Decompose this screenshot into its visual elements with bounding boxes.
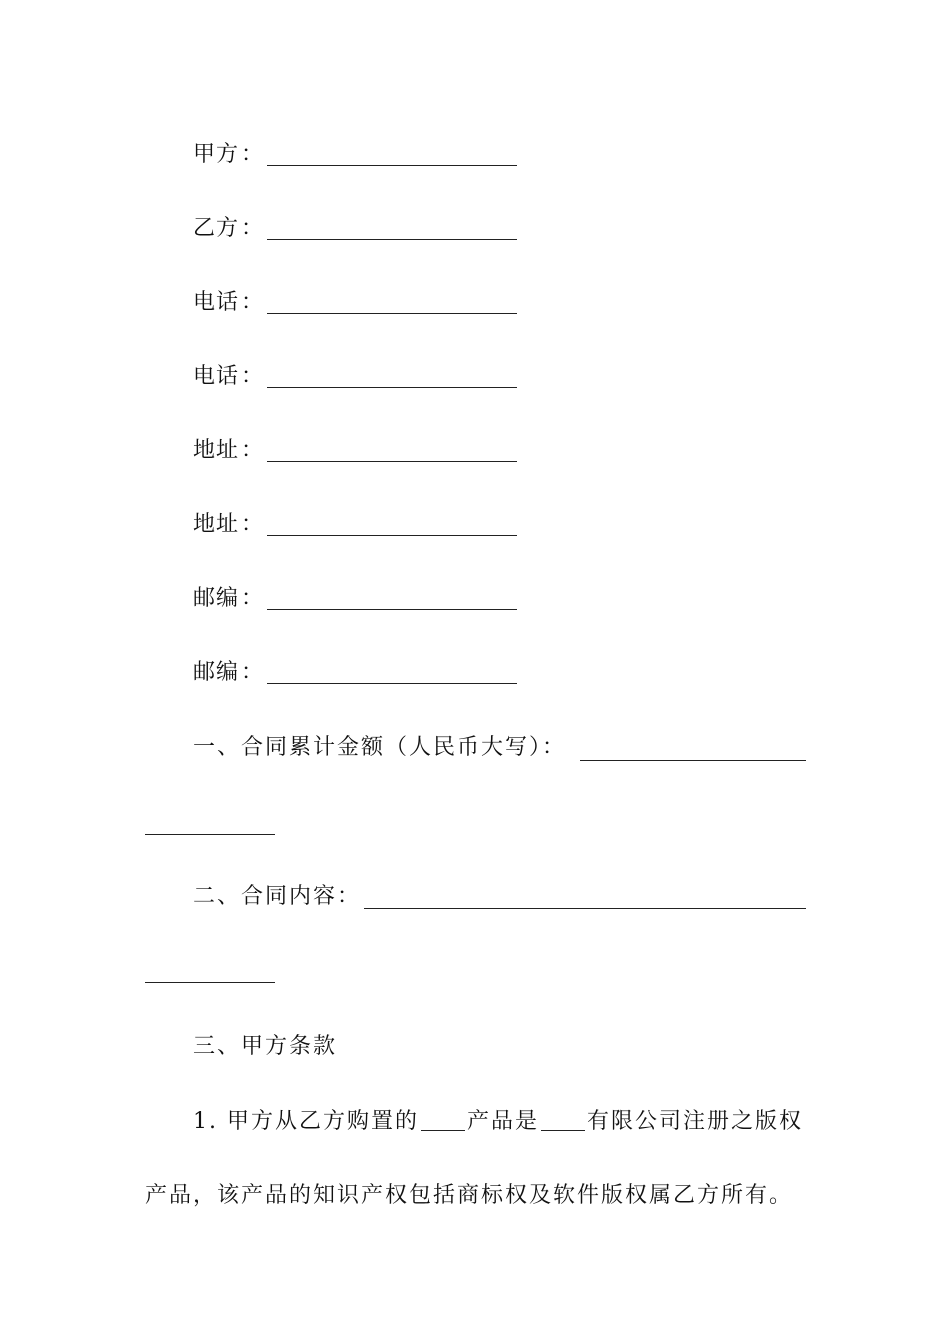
clause-1-line-1 — [193, 1107, 803, 1137]
section-contract-content-label: 二、合同内容： — [193, 884, 362, 909]
field-colon: ： — [241, 586, 264, 611]
field-party-b — [193, 210, 517, 244]
field-phone-a — [193, 284, 517, 318]
field-label: 甲方 — [193, 142, 240, 167]
field-label: 邮编 — [193, 586, 240, 611]
clause-1-text-part: 有限公司注册之版权 — [587, 1109, 804, 1134]
fill-in-blank[interactable] — [267, 387, 517, 388]
field-label: 地址 — [193, 438, 240, 463]
contract-content-blank-continued[interactable] — [145, 982, 275, 983]
field-party-a — [193, 136, 517, 170]
clause-1-text-part: 产品是 — [466, 1109, 539, 1134]
field-colon: ： — [241, 216, 264, 241]
field-address-a — [193, 432, 517, 466]
contract-amount-blank-continued[interactable] — [145, 834, 275, 835]
field-colon: ： — [241, 660, 264, 685]
field-colon: ： — [241, 438, 264, 463]
field-address-b — [193, 506, 517, 540]
field-colon: ： — [241, 290, 264, 315]
fill-in-blank[interactable] — [267, 313, 517, 314]
field-postcode-b — [193, 654, 517, 688]
field-label: 邮编 — [193, 660, 240, 685]
field-label: 乙方 — [193, 216, 240, 241]
contract-amount-blank[interactable] — [580, 760, 806, 761]
field-postcode-a — [193, 580, 517, 614]
field-label: 电话 — [193, 290, 240, 315]
clause-1-text-part: 1. 甲方从乙方购置的 — [193, 1109, 419, 1134]
clause-1-line-2: 产品，该产品的知识产权包括商标权及软件版权属乙方所有。 — [145, 1183, 794, 1208]
fill-in-blank[interactable] — [267, 239, 517, 240]
field-colon: ： — [241, 142, 264, 167]
field-colon: ： — [241, 364, 264, 389]
product-name-blank[interactable] — [421, 1130, 465, 1131]
fill-in-blank[interactable] — [267, 461, 517, 462]
fill-in-blank[interactable] — [267, 683, 517, 684]
field-label: 地址 — [193, 512, 240, 537]
field-colon: ： — [241, 512, 264, 537]
company-name-blank[interactable] — [541, 1130, 585, 1131]
fill-in-blank[interactable] — [267, 609, 517, 610]
section-party-a-terms-heading: 三、甲方条款 — [193, 1034, 338, 1059]
section-contract-amount-label: 一、合同累计金额（人民币大写）： — [193, 735, 567, 760]
field-label: 电话 — [193, 364, 240, 389]
contract-content-blank[interactable] — [364, 908, 806, 909]
field-phone-b — [193, 358, 517, 392]
fill-in-blank[interactable] — [267, 535, 517, 536]
fill-in-blank[interactable] — [267, 165, 517, 166]
